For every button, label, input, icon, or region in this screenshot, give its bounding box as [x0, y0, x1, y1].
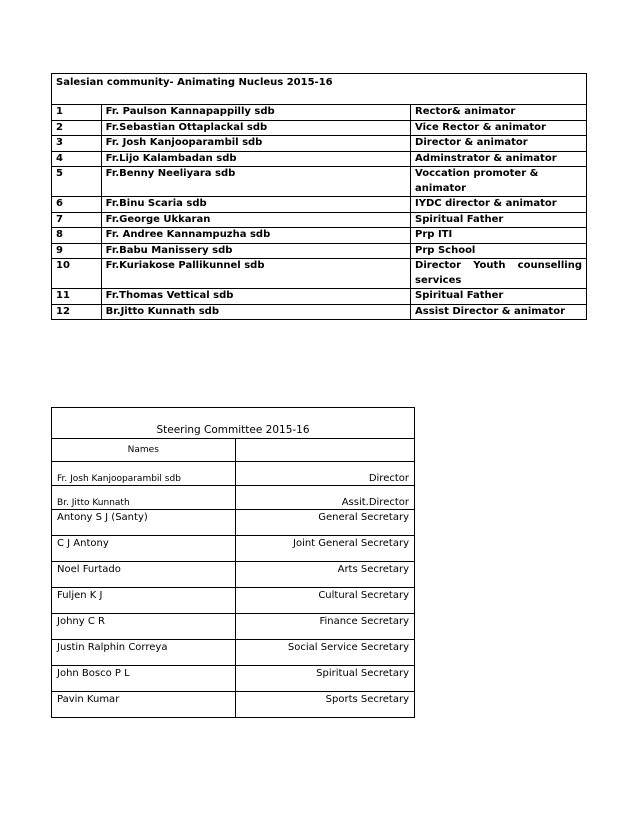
steering-table: [51, 407, 415, 718]
committee-member-name: Antony S J (Santy): [52, 510, 236, 536]
member-role: Spiritual Father: [411, 289, 587, 305]
row-number: 4: [52, 151, 102, 167]
community-title-row: [52, 74, 587, 105]
committee-position: Arts Secretary: [235, 562, 414, 588]
table-row: [52, 167, 587, 197]
committee-position: Director: [235, 462, 414, 486]
member-role: [411, 259, 587, 289]
member-name: Fr.Babu Manissery sdb: [101, 243, 410, 259]
table-row: [52, 120, 587, 136]
row-number: 1: [52, 105, 102, 121]
row-number: 8: [52, 228, 102, 244]
row-number: 6: [52, 197, 102, 213]
position-header: [235, 439, 414, 462]
committee-position: Spiritual Secretary: [235, 666, 414, 692]
table-row: [52, 289, 587, 305]
steering-header-row: [52, 439, 415, 462]
committee-member-name: Johny C R: [52, 614, 236, 640]
committee-member-name: Fuljen K J: [52, 588, 236, 614]
member-role: Spiritual Father: [411, 212, 587, 228]
committee-member-name: John Bosco P L: [52, 666, 236, 692]
committee-position: Cultural Secretary: [235, 588, 414, 614]
table-row: [52, 692, 415, 718]
member-name: Fr.Lijo Kalambadan sdb: [101, 151, 410, 167]
table-row: [52, 588, 415, 614]
row-number: 7: [52, 212, 102, 228]
table-row: [52, 212, 587, 228]
table-row: [52, 640, 415, 666]
committee-member-name: Pavin Kumar: [52, 692, 236, 718]
member-name: Fr.Binu Scaria sdb: [101, 197, 410, 213]
table-row: [52, 228, 587, 244]
row-number: 10: [52, 259, 102, 289]
committee-member-name: Justin Ralphin Correya: [52, 640, 236, 666]
table-row: [52, 151, 587, 167]
member-role: Assist Director & animator: [411, 304, 587, 320]
member-role-line: services: [415, 274, 462, 286]
member-name: Fr.George Ukkaran: [101, 212, 410, 228]
table-row: [52, 136, 587, 152]
member-name: Fr.Thomas Vettical sdb: [101, 289, 410, 305]
member-name: Fr.Sebastian Ottaplackal sdb: [101, 120, 410, 136]
committee-member-name: Fr. Josh Kanjooparambil sdb: [52, 462, 236, 486]
table-row: [52, 486, 415, 510]
committee-member-name: C J Antony: [52, 536, 236, 562]
row-number: 11: [52, 289, 102, 305]
member-role: Prp ITI: [411, 228, 587, 244]
table-row: [52, 259, 587, 289]
committee-position: Social Service Secretary: [235, 640, 414, 666]
member-name: Fr.Kuriakose Pallikunnel sdb: [101, 259, 410, 289]
member-role: IYDC director & animator: [411, 197, 587, 213]
steering-title: Steering Committee 2015-16: [52, 408, 415, 439]
committee-position: Joint General Secretary: [235, 536, 414, 562]
committee-member-name: Noel Furtado: [52, 562, 236, 588]
member-name: Fr.Benny Neeliyara sdb: [101, 167, 410, 197]
committee-position: General Secretary: [235, 510, 414, 536]
names-header: Names: [52, 439, 236, 462]
table-row: [52, 562, 415, 588]
committee-position: Assit.Director: [235, 486, 414, 510]
member-role: Adminstrator & animator: [411, 151, 587, 167]
row-number: 3: [52, 136, 102, 152]
table-row: [52, 462, 415, 486]
table-row: [52, 536, 415, 562]
community-title: Salesian community- Animating Nucleus 2015-16: [52, 74, 587, 105]
member-role: Director & animator: [411, 136, 587, 152]
committee-member-name: Br. Jitto Kunnath: [52, 486, 236, 510]
table-row: [52, 197, 587, 213]
member-role: Voccation promoter & animator: [411, 167, 587, 197]
steering-title-row: [52, 408, 415, 439]
member-role: Rector& animator: [411, 105, 587, 121]
table-row: [52, 614, 415, 640]
member-role: Vice Rector & animator: [411, 120, 587, 136]
table-row: [52, 105, 587, 121]
row-number: 9: [52, 243, 102, 259]
table-row: [52, 666, 415, 692]
committee-position: Finance Secretary: [235, 614, 414, 640]
member-name: Br.Jitto Kunnath sdb: [101, 304, 410, 320]
row-number: 5: [52, 167, 102, 197]
row-number: 12: [52, 304, 102, 320]
table-row: [52, 243, 587, 259]
table-row: [52, 510, 415, 536]
member-role: Prp School: [411, 243, 587, 259]
member-name: Fr. Paulson Kannapappilly sdb: [101, 105, 410, 121]
member-name: Fr. Andree Kannampuzha sdb: [101, 228, 410, 244]
community-table: [51, 73, 587, 320]
table-row: [52, 304, 587, 320]
committee-position: Sports Secretary: [235, 692, 414, 718]
member-role-line: Director Youth counselling: [415, 260, 582, 271]
row-number: 2: [52, 120, 102, 136]
member-name: Fr. Josh Kanjooparambil sdb: [101, 136, 410, 152]
